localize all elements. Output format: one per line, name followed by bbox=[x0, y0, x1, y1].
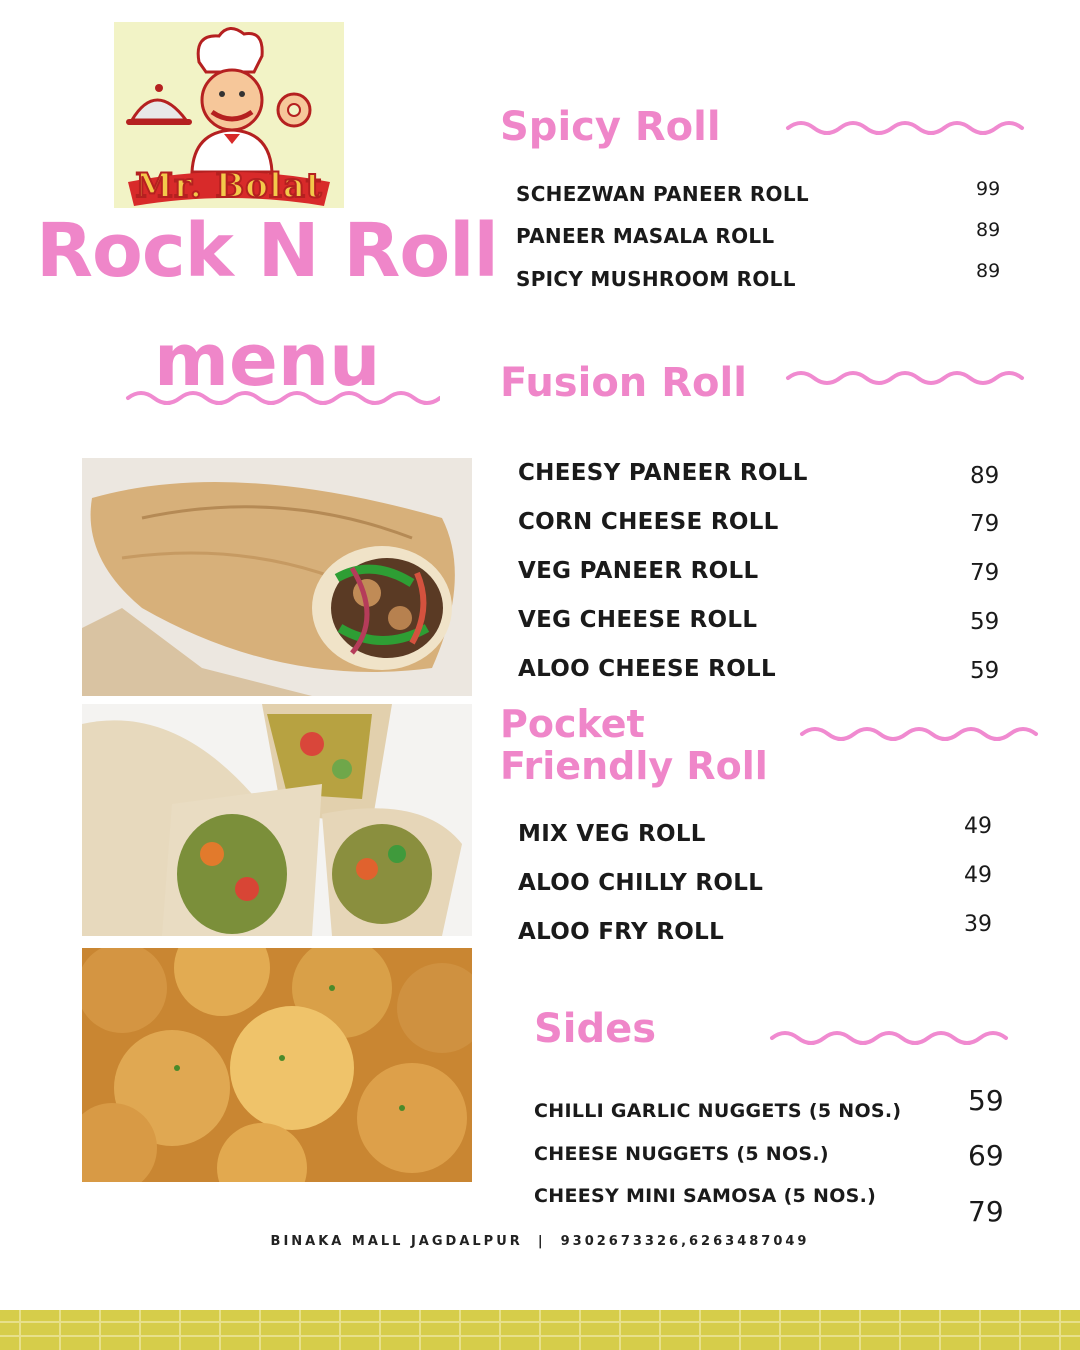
menu-item-price: 89 bbox=[976, 219, 1001, 241]
menu-title-line2: menu bbox=[154, 318, 381, 402]
menu-item-price: 49 bbox=[964, 863, 992, 888]
menu-item-price: 49 bbox=[964, 814, 992, 839]
menu-item-price: 39 bbox=[964, 912, 992, 937]
menu-item-name: VEG PANEER ROLL bbox=[518, 558, 759, 584]
section-title-sides: Sides bbox=[534, 1006, 657, 1052]
menu-item-name: ALOO CHILLY ROLL bbox=[518, 870, 764, 896]
menu-item-name: CHEESE NUGGETS (5 NOS.) bbox=[534, 1143, 829, 1165]
logo-text: Mr. Bolat bbox=[135, 166, 323, 206]
wave-divider-icon bbox=[124, 386, 440, 410]
menu-item-price: 89 bbox=[976, 260, 1001, 282]
section-title-pocket-line1: Pocket bbox=[500, 702, 645, 746]
menu-item-price: 79 bbox=[970, 511, 1000, 537]
menu-item-price: 59 bbox=[970, 658, 1000, 684]
menu-item-price: 79 bbox=[968, 1195, 1004, 1228]
menu-item-price: 79 bbox=[970, 560, 1000, 586]
menu-item-price: 89 bbox=[970, 463, 1000, 489]
wave-divider-icon bbox=[784, 366, 1044, 390]
section-title-pocket-line2: Friendly Roll bbox=[500, 744, 768, 788]
roll-photo-2 bbox=[82, 704, 472, 936]
menu-item-name: CORN CHEESE ROLL bbox=[518, 509, 779, 535]
menu-item-name: SCHEZWAN PANEER ROLL bbox=[516, 182, 809, 206]
menu-item-name: ALOO FRY ROLL bbox=[518, 919, 725, 945]
menu-title-line1: Rock N Roll bbox=[36, 208, 498, 294]
section-title-fusion: Fusion Roll bbox=[500, 360, 747, 406]
menu-item-price: 59 bbox=[970, 609, 1000, 635]
nuggets-photo bbox=[82, 948, 472, 1182]
menu-item-name: PANEER MASALA ROLL bbox=[516, 224, 775, 248]
wave-divider-icon bbox=[798, 722, 1058, 746]
menu-item-name: MIX VEG ROLL bbox=[518, 821, 706, 847]
menu-item-name: CHILLI GARLIC NUGGETS (5 NOS.) bbox=[534, 1100, 902, 1122]
menu-item-name: VEG CHEESE ROLL bbox=[518, 607, 758, 633]
menu-item-name: ALOO CHEESE ROLL bbox=[518, 656, 776, 682]
menu-item-price: 59 bbox=[968, 1084, 1004, 1117]
roll-photo-1 bbox=[82, 458, 472, 696]
menu-item-name: CHEESY PANEER ROLL bbox=[518, 460, 808, 486]
footer-address-phone: BINAKA MALL JAGDALPUR | 9302673326,6263487049 bbox=[270, 1234, 810, 1249]
section-title-spicy: Spicy Roll bbox=[500, 104, 721, 150]
menu-item-price: 69 bbox=[968, 1139, 1004, 1172]
wave-divider-icon bbox=[768, 1026, 1028, 1050]
chef-logo-icon bbox=[114, 22, 344, 208]
menu-item-name: SPICY MUSHROOM ROLL bbox=[516, 267, 796, 291]
bottom-pattern-stripe bbox=[0, 1310, 1080, 1350]
wave-divider-icon bbox=[784, 116, 1044, 140]
menu-item-name: CHEESY MINI SAMOSA (5 NOS.) bbox=[534, 1185, 877, 1207]
menu-item-price: 99 bbox=[976, 178, 1001, 200]
